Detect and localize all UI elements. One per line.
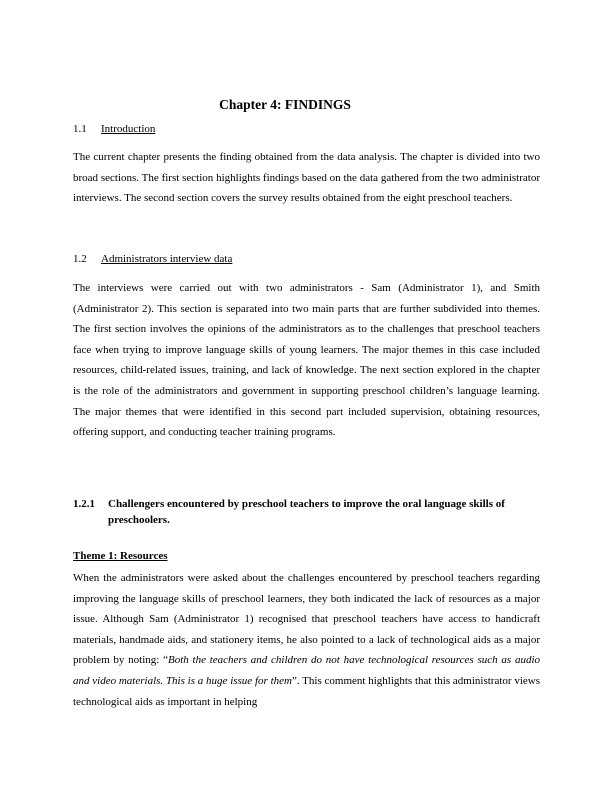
theme-1-text-start: When the administrators were asked about the challenges encountered by preschool teachers regarding improving the language skills of preschool learners, they both indicated the lack of resources as a major issue. Although Sam (Administrator 1) recognised that preschool teachers have access to handicraft materials, handmade aids, and stationery items, he also pointed to a lack of technological aids as a major problem by noting: “ [73,572,540,667]
subsection-title: Challengers encountered by preschool teachers to improve the oral language skills of preschoolers. [108,498,505,526]
theme-1-heading: Theme 1: Resources [73,550,168,562]
section-number: 1.1 [73,123,87,135]
section-heading-introduction [73,122,155,136]
section-title: Introduction [101,123,156,135]
admin-interview-paragraph: The interviews were carried out with two administrators - Sam (Administrator 1), and Smith (Administrator 2). This section is separated into two main parts that are further subdivided into themes. The first section involves the opinions of the administrators as to the challenges that preschool teachers face when trying to improve language skills of young learners. The major themes in this case included resources, child-related issues, training, and lack of knowledge. The next section explored in the chapter is the role of the administrators and government in supporting preschool children’s language learning. The major themes that were identified in this second part included supervision, obtaining resources, offering support, and conducting teacher training programs. [73,282,540,439]
section-heading-admin-interview [73,252,232,266]
section-number: 1.2 [73,253,87,265]
section-title: Administrators interview data [101,253,233,265]
theme-1-text-end: ”. This comment highlights that this administrator views technological aids as important in helping [73,674,540,708]
subsection-number: 1.2.1 [73,498,95,510]
intro-paragraph: The current chapter presents the finding obtained from the data analysis. The chapter is divided into two broad sections. The first section highlights findings based on the data gathered from the two administrator interviews. The second section covers the survey results obtained from the eight preschool teachers. [73,151,540,205]
subsection-heading-challenges [73,496,540,528]
chapter-title: Chapter 4: FINDINGS [219,97,351,112]
administrator-quote: Both the teachers and children do not have technological resources such as audio and video materials. This is a huge issue for them [73,654,540,687]
theme-1-paragraph [73,568,540,712]
